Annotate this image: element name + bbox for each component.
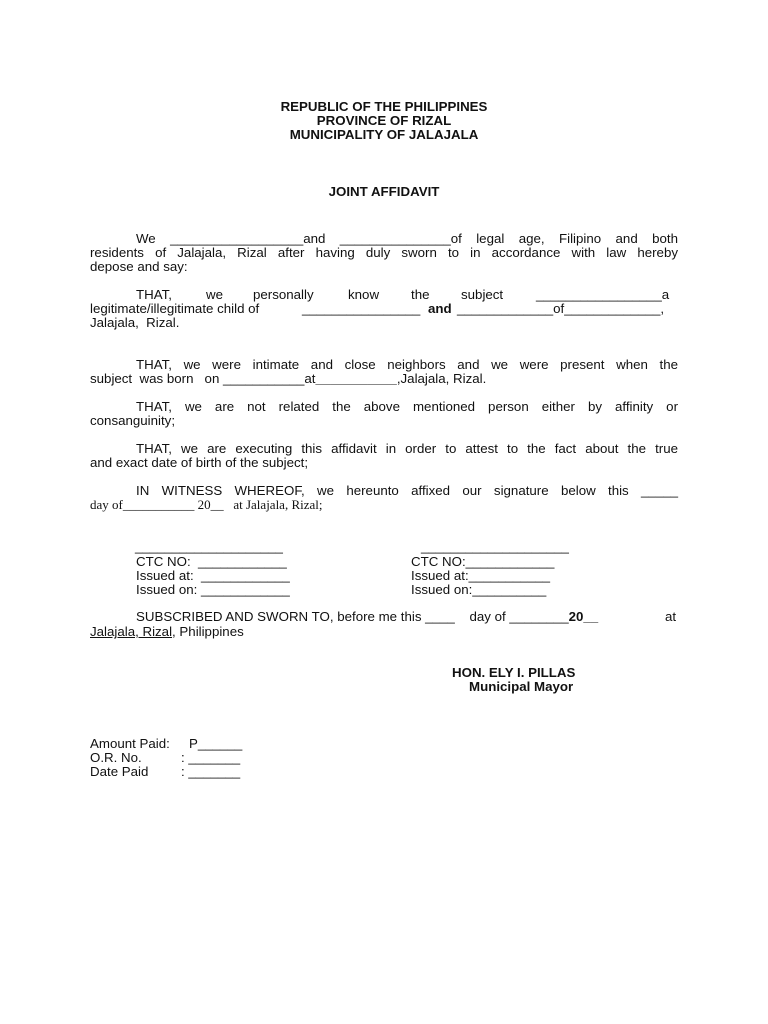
para3-line-2: consanguinity; xyxy=(90,413,176,428)
amount-paid-value: P______ xyxy=(189,736,243,751)
signature-line-right: ____________________ xyxy=(421,539,569,554)
para1-word-that: THAT, xyxy=(136,287,172,302)
para1-word-personally: personally xyxy=(253,287,314,302)
left-ctc-no: CTC NO: ____________ xyxy=(136,554,287,569)
para1-blank-father: ________________ xyxy=(302,301,421,316)
para1-blank-mother: _____________of_____________, xyxy=(457,301,665,316)
para1-place: Jalajala, Rizal. xyxy=(90,315,180,330)
header-municipality: MUNICIPALITY OF JALAJALA xyxy=(289,127,479,142)
subscribed-year: 20__ xyxy=(568,609,599,624)
para1-and: and xyxy=(428,301,452,316)
signature-line-left: ____________________ xyxy=(135,539,283,554)
date-paid-value: : _______ xyxy=(181,764,241,779)
header-republic: REPUBLIC OF THE PHILIPPINES xyxy=(280,99,488,114)
document-title: JOINT AFFIDAVIT xyxy=(328,184,440,199)
para1-blank-subject: _________________a xyxy=(536,287,670,302)
para1-word-the: the xyxy=(411,287,430,302)
para3-line-1: THAT, we are not related the above mentioned person either by affinity or xyxy=(136,399,678,414)
left-issued-on: Issued on: ____________ xyxy=(136,582,290,597)
subscribed-line-2 xyxy=(90,625,244,639)
left-issued-at: Issued at: ____________ xyxy=(136,568,290,583)
header-province: PROVINCE OF RIZAL xyxy=(316,113,452,128)
para2-place: ,Jalajala, Rizal. xyxy=(396,371,487,386)
witness-line-2: day of___________ 20__ at Jalajala, Rizal; xyxy=(90,497,323,512)
right-ctc-no: CTC NO:____________ xyxy=(411,554,555,569)
officer-name: HON. ELY I. PILLAS xyxy=(452,665,576,680)
para2-blank-place: ___________ xyxy=(315,371,397,386)
right-issued-at: Issued at:___________ xyxy=(411,568,551,583)
officer-title: Municipal Mayor xyxy=(469,679,574,694)
intro-line-2: residents of Jalajala, Rizal after having duly sworn to in accordance with law hereby xyxy=(90,245,678,260)
intro-line-1: We __________________and _______________of legal age, Filipino and both xyxy=(136,231,678,246)
subscribed-line-1 xyxy=(136,610,598,624)
subscribed-place: Jalajala, Rizal xyxy=(90,624,173,639)
date-paid-label: Date Paid xyxy=(90,764,149,779)
para4-line-1: THAT, we are executing this affidavit in order to attest to the fact about the true xyxy=(136,441,678,456)
para2-line-2 xyxy=(90,372,486,386)
subscribed-at: at xyxy=(665,609,677,624)
or-no-value: : _______ xyxy=(181,750,241,765)
para2-born-on: subject was born on ___________at xyxy=(90,371,316,386)
para4-line-2: and exact date of birth of the subject; xyxy=(90,455,309,470)
intro-line-3: depose and say: xyxy=(90,259,188,274)
para1-word-know: know xyxy=(348,287,380,302)
right-issued-on: Issued on:__________ xyxy=(411,582,547,597)
amount-paid-label: Amount Paid: xyxy=(90,736,170,751)
subscribed-text: SUBSCRIBED AND SWORN TO, before me this ____ day of ________ xyxy=(136,609,569,624)
subscribed-country: , Philippines xyxy=(172,624,244,639)
para1-word-we: we xyxy=(206,287,223,302)
or-no-label: O.R. No. xyxy=(90,750,142,765)
para1-child-of: legitimate/illegitimate child of xyxy=(90,301,260,316)
para1-word-subject: subject xyxy=(461,287,504,302)
para2-line-1: THAT, we were intimate and close neighbors and we were present when the xyxy=(136,357,678,372)
witness-line-1: IN WITNESS WHEREOF, we hereunto affixed our signature below this _____ xyxy=(136,483,678,498)
